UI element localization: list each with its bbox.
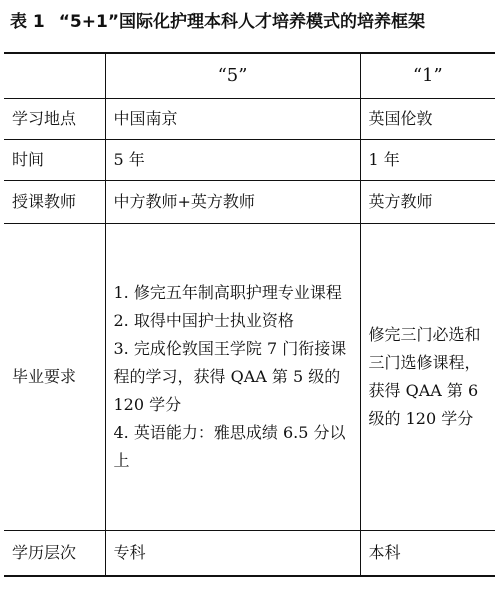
requirement-item: 2. 取得中国护士执业资格 xyxy=(113,310,294,330)
cell-time-1: 1 年 xyxy=(360,139,495,180)
row-label-requirements: 毕业要求 xyxy=(4,223,105,530)
cell-requirements-1: 修完三门必选和三门选修课程，获得 QAA 第 6 级的 120 学分 xyxy=(360,223,495,530)
table-row-time xyxy=(4,139,495,180)
cell-teachers-1: 英方教师 xyxy=(360,180,495,223)
cell-time-5: 5 年 xyxy=(105,139,360,180)
cell-degree-1: 本科 xyxy=(360,530,495,576)
requirement-item: 1. 修完五年制高职护理专业课程 xyxy=(113,282,342,302)
cell-requirements-5 xyxy=(105,223,360,530)
cell-degree-5: 专科 xyxy=(105,530,360,576)
column-header-5: “5” xyxy=(105,53,360,98)
requirement-item: 3. 完成伦敦国王学院 7 门衔接课程的学习，获得 QAA 第 5 级的 120 学分 xyxy=(113,338,347,414)
table-title: “5+1”国际化护理本科人才培养模式的培养框架 xyxy=(58,12,425,32)
cell-location-5: 中国南京 xyxy=(105,98,360,139)
training-framework-table xyxy=(4,52,495,577)
table-row-location xyxy=(4,98,495,139)
table-number: 表 1 xyxy=(10,12,45,32)
column-header-1: “1” xyxy=(360,53,495,98)
requirement-item: 4. 英语能力：雅思成绩 6.5 分以上 xyxy=(113,422,346,470)
row-label-location: 学习地点 xyxy=(4,98,105,139)
row-label-teachers: 授课教师 xyxy=(4,180,105,223)
table-row-requirements xyxy=(4,223,495,530)
row-label-time: 时间 xyxy=(4,139,105,180)
table-row-degree xyxy=(4,530,495,576)
cell-location-1: 英国伦敦 xyxy=(360,98,495,139)
table-caption xyxy=(10,11,492,33)
header-row xyxy=(4,53,495,98)
corner-cell xyxy=(4,53,105,98)
cell-teachers-5: 中方教师+英方教师 xyxy=(105,180,360,223)
table-row-teachers xyxy=(4,180,495,223)
row-label-degree: 学历层次 xyxy=(4,530,105,576)
